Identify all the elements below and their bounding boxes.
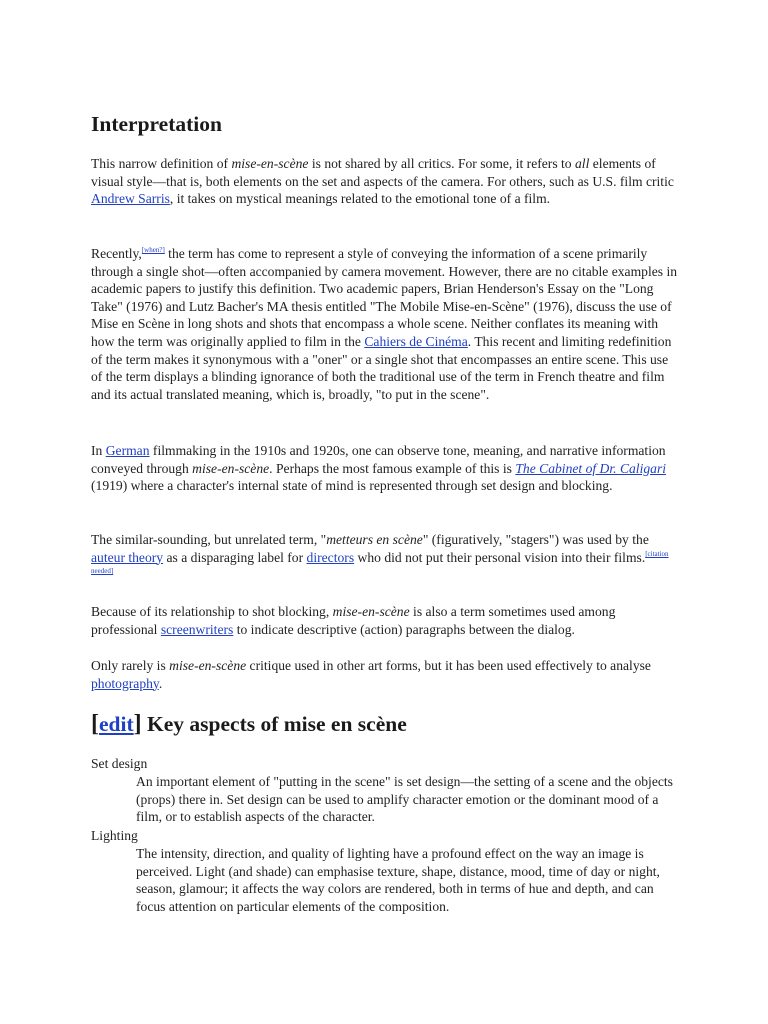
emphasis-text: mise-en-scène <box>231 156 309 171</box>
text: as a disparaging label for <box>163 549 307 565</box>
text: to indicate descriptive (action) paragraphs between the dialog. <box>233 621 575 637</box>
link-german[interactable]: German <box>105 443 150 458</box>
text: Because of its relationship to shot blocking, <box>91 604 333 619</box>
text: In <box>91 443 106 458</box>
link-cahiers-de-cinema[interactable]: Cahiers de Cinéma <box>364 333 468 349</box>
definition-term-set-design: Set design <box>91 756 148 771</box>
definition-term-lighting: Lighting <box>91 828 138 843</box>
link-screenwriters[interactable]: screenwriters <box>160 621 234 637</box>
section-heading-key-aspects <box>91 711 407 738</box>
text: filmmaking in the 1910s and 1920s, one can observe tone, meaning, and narrative information conveyed through <box>91 443 666 476</box>
text: critique used in other art forms, but it has been used effectively to analyse <box>246 658 651 673</box>
text: Only rarely is <box>91 658 170 673</box>
bracket-open: [ <box>91 711 99 737</box>
paragraph-metteurs-en-scene <box>91 531 681 584</box>
emphasis-text: all <box>575 156 590 171</box>
definition-description-lighting: The intensity, direction, and quality of lighting have a profound effect on the way an image is perceived. Light (and shade) can emphasise texture, shape, distance, mood, time of day or night, season, glamour; it affects the way colors are rendered, both in terms of hue and depth, and can focus attention on particular elements of the composition. <box>136 846 660 914</box>
text: who did not put their personal vision into their films. <box>354 549 646 565</box>
definition-description-set-design: An important element of "putting in the scene" is set design—the setting of a scene and the objects (props) there in. Set design can be used to amplify character emotion or the dominant mood of a film, or to establish aspects of the character. <box>136 774 673 825</box>
emphasis-text: mise-en-scène <box>192 460 270 476</box>
text: This narrow definition of <box>91 156 232 171</box>
text: the term has come to represent a style of conveying the information of a scene primarily through a single shot—often accompanied by camera movement. However, there are no citable examples in academic papers to justify this definition. Two academic papers, Brian Henderson's Essay on the "Long Take" (1976) and Lutz Bacher's MA thesis entitled "The Mobile Mise-en-Scène" (1976), discuss the use of Mise en Scène in long shots and shots that encompass a whole scene. Neither conflates its meaning with how the term was originally applied to film in the <box>91 246 678 349</box>
bracket-close: ] <box>133 711 142 737</box>
paragraph-recently <box>91 245 681 403</box>
paragraph-german-filmmaking <box>91 442 681 495</box>
paragraph-shot-blocking <box>91 603 681 638</box>
link-photography[interactable]: photography <box>91 675 159 691</box>
section-heading-interpretation: Interpretation <box>91 112 222 136</box>
text: is also a term sometimes used among professional <box>91 604 616 637</box>
text: , it takes on mystical meanings related to the emotional tone of a film. <box>169 191 551 207</box>
text: (1919) where a character's internal state of mind is represented through set design and blocking. <box>91 478 613 494</box>
paragraph-other-art-forms <box>91 657 681 692</box>
link-cabinet-of-dr-caligari[interactable]: The Cabinet of Dr. Caligari <box>515 460 667 476</box>
text: . This recent and limiting redefinition of the term makes it synonymous with a "oner" or a single shot that encompasses an entire scene. This use of the term displays a blinding ignorance of both the traditional use of the term in French theatre and film and its actual translated meaning, which is, broadly, "to put in the scene". <box>91 333 672 402</box>
link-auteur-theory[interactable]: auteur theory <box>91 549 164 565</box>
text: Recently, <box>91 246 142 261</box>
text: is not shared by all critics. For some, it refers to <box>308 156 575 171</box>
section-heading-text: Key aspects of mise en scène <box>141 712 407 736</box>
text: . <box>158 675 163 691</box>
link-directors[interactable]: directors <box>306 549 355 565</box>
paragraph-narrow-definition <box>91 155 681 208</box>
text: " (figuratively, "stagers") was used by the <box>422 532 649 547</box>
emphasis-text: metteurs en scène <box>326 532 423 547</box>
emphasis-text: mise-en-scène <box>332 604 410 619</box>
emphasis-text: mise-en-scène <box>169 658 247 673</box>
link-andrew-sarris[interactable]: Andrew Sarris <box>91 191 170 207</box>
text: elements of visual style—that is, both elements on the set and aspects of the camera. For others, such as U.S. film critic <box>91 156 674 189</box>
citation-needed-link[interactable]: [citation needed] <box>91 549 669 576</box>
text: . Perhaps the most famous example of this is <box>269 460 516 476</box>
text: The similar-sounding, but unrelated term, " <box>91 532 327 547</box>
edit-section-link[interactable]: edit <box>99 712 134 736</box>
when-note-link[interactable]: [when?] <box>141 246 165 254</box>
